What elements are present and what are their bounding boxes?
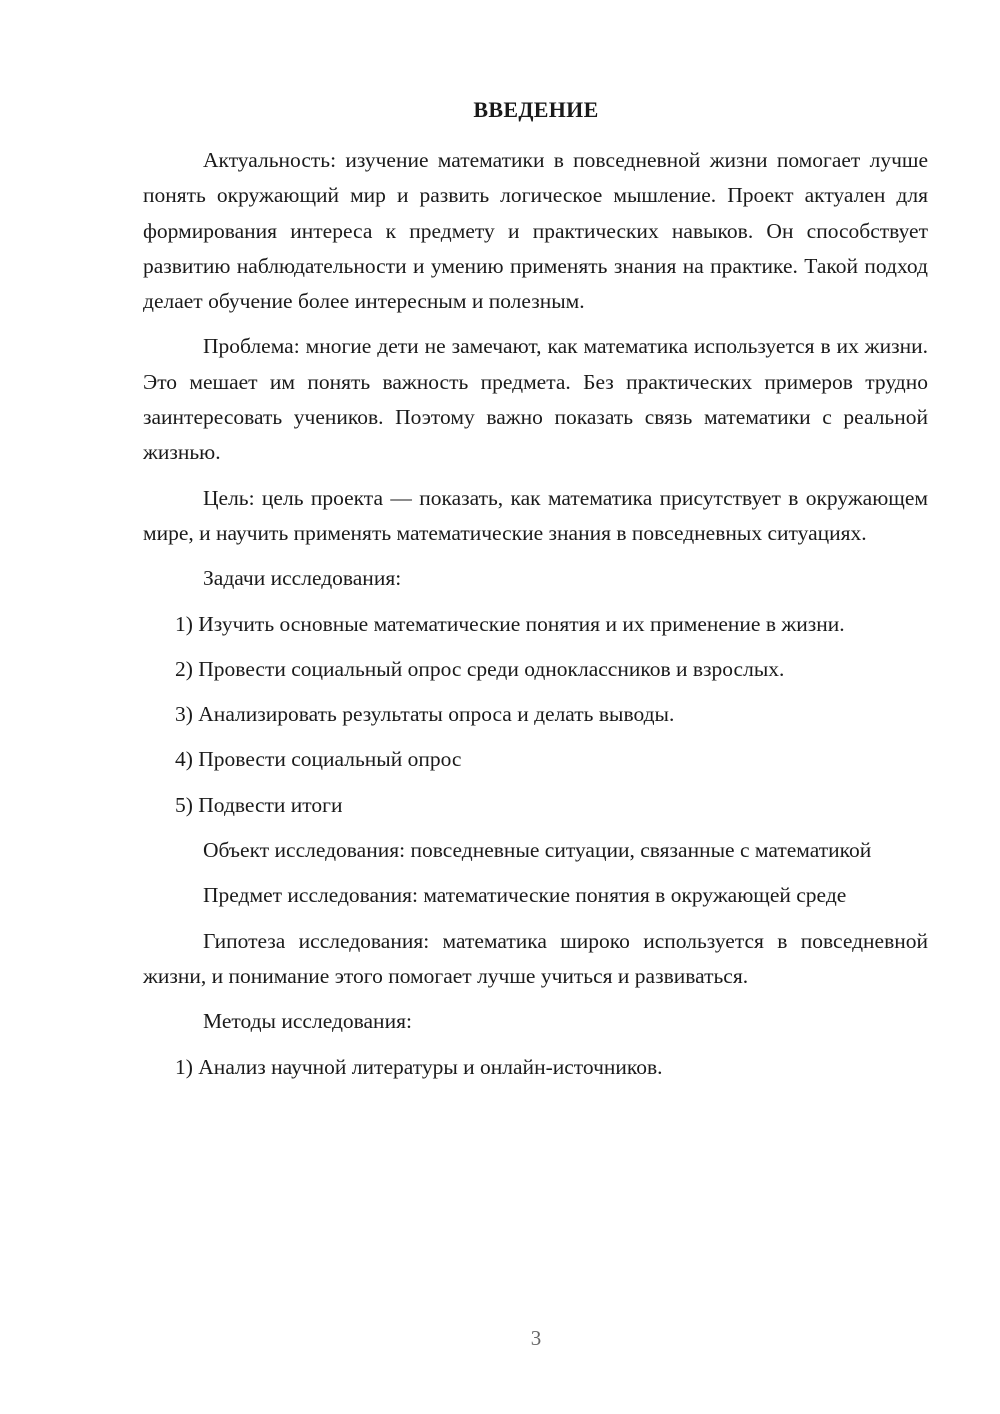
task-item-1: 1) Изучить основные математические понятия и их применение в жизни.	[175, 611, 845, 636]
task-item-2: 2) Провести социальный опрос среди одноклассников и взрослых.	[175, 656, 785, 681]
tasks-heading: Задачи исследования:	[203, 566, 402, 591]
page-body	[143, 143, 928, 1085]
task-item-5: 5) Подвести итоги	[175, 792, 343, 817]
page-number: 3	[530, 1326, 542, 1350]
task-item-3: 3) Анализировать результаты опроса и делать выводы.	[175, 702, 675, 727]
research-hypothesis-paragraph: Гипотеза исследования: математика широко используется в повседневной жизни, и понимание этого помогает лучше учиться и развиваться.	[143, 928, 928, 988]
problem-paragraph: Проблема: многие дети не замечают, как математика используется в их жизни. Это мешает им понять важность предмета. Без практических примеров трудно заинтересовать учеников. Поэтому важно показать связь математики с реальной жизнью.	[143, 334, 928, 465]
task-item-4: 4) Провести социальный опрос	[175, 747, 462, 772]
method-item-1: 1) Анализ научной литературы и онлайн-источников.	[175, 1054, 663, 1079]
research-subject-paragraph: Предмет исследования: математические понятия в окружающей среде	[203, 883, 847, 908]
goal-paragraph: Цель: цель проекта — показать, как математика присутствует в окружающем мире, и научить применять математические знания в повседневных ситуациях.	[143, 485, 928, 545]
research-object-paragraph: Объект исследования: повседневные ситуации, связанные с математикой	[203, 838, 872, 863]
relevance-paragraph: Актуальность: изучение математики в повседневной жизни помогает лучше понять окружающий мир и развить логическое мышление. Проект актуален для формирования интереса к предмету и практических навыков. Он способствует развитию наблюдательности и умению применять знания на практике. Такой подход делает обучение более интересным и полезным.	[143, 148, 928, 314]
methods-heading: Методы исследования:	[203, 1009, 412, 1034]
page-title: ВВЕДЕНИЕ	[473, 97, 599, 122]
